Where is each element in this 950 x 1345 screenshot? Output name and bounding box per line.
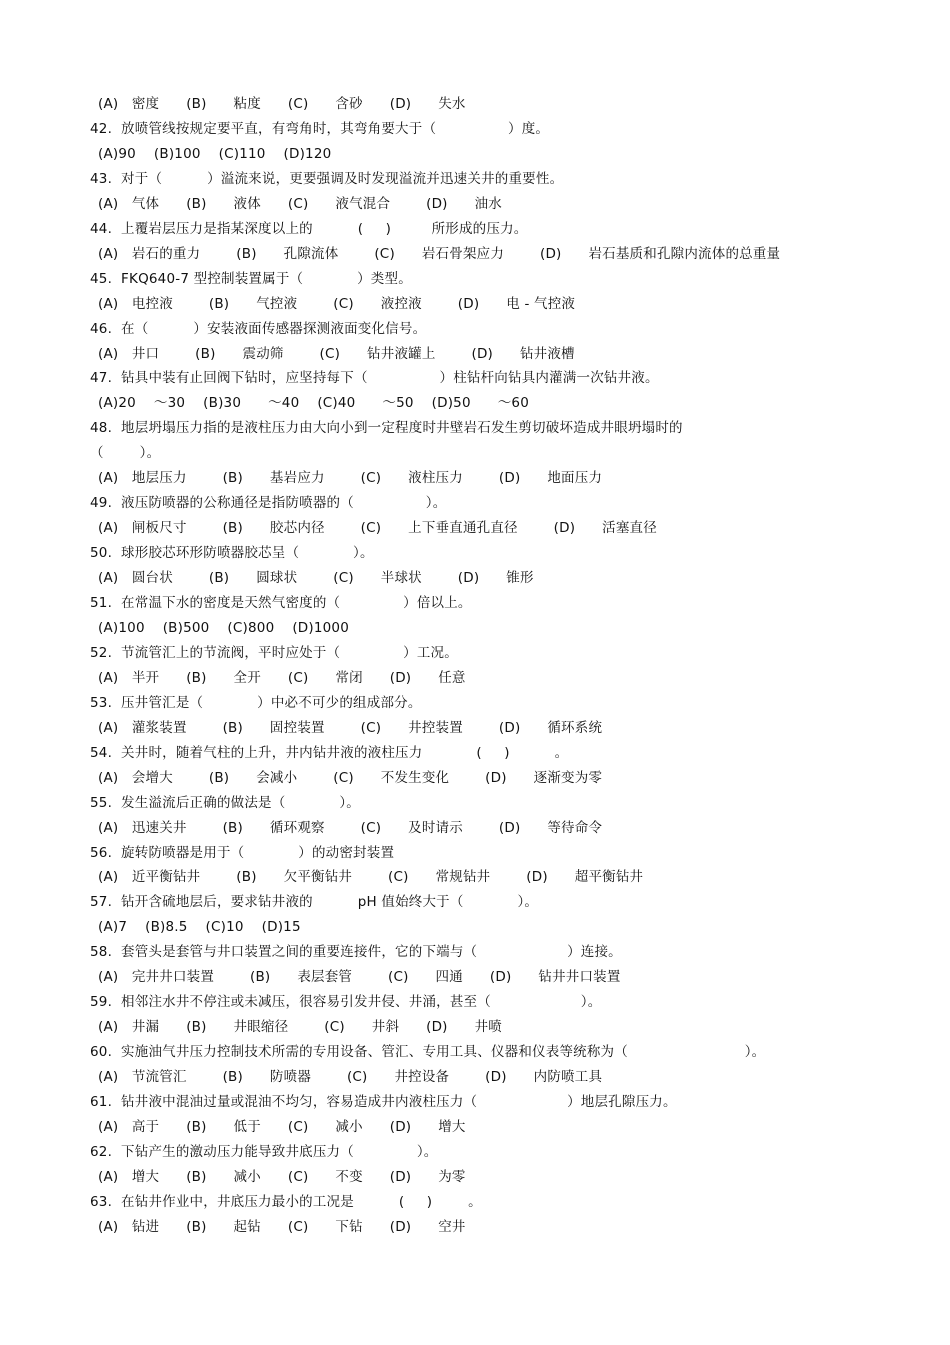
question-text: 54. 关井时，随着气柱的上升，井内钻井液的液柱压力 ( ) 。 — [90, 744, 569, 761]
answer-options: (A) 会增大 (B) 会减小 (C) 不发生变化 (D) 逐渐变为零 — [98, 769, 603, 786]
question-text: 44. 上覆岩层压力是指某深度以上的 ( ) 所形成的压力。 — [90, 220, 528, 237]
question-text: 62. 下钻产生的激动压力能导致井底压力（ ）。 — [90, 1143, 438, 1160]
answer-options: (A) 灌浆装置 (B) 固控装置 (C) 井控装置 (D) 循环系统 — [98, 719, 603, 736]
question-text: 43. 对于（ ）溢流来说，更要强调及时发现溢流并迅速关井的重要性。 — [90, 170, 564, 187]
question-text: 46. 在（ ）安装液面传感器探测液面变化信号。 — [90, 320, 427, 337]
question-text: 60. 实施油气井压力控制技术所需的专用设备、管汇、专用工具、仪器和仪表等统称为（ ）。 — [90, 1044, 766, 1061]
answer-options: (A)100 (B)500 (C)800 (D)1000 — [98, 619, 350, 636]
question-text: 52. 节流管汇上的节流阀，平时应处于（ ）工况。 — [90, 644, 458, 661]
question-text: 51. 在常温下水的密度是天然气密度的（ ）倍以上。 — [90, 595, 472, 611]
question-text: 49. 液压防喷器的公称通径是指防喷器的（ ）。 — [90, 495, 447, 512]
answer-options: (A) 半开 (B) 全开 (C) 常闭 (D) 任意 — [98, 669, 466, 686]
question-text: 48. 地层坍塌压力指的是液柱压力由大向小到一定程度时井壁岩石发生剪切破坏造成井眼坍塌时的 — [90, 420, 683, 437]
question-text: 57. 钻开含硫地层后，要求钻井液的 pH 值始终大于（ ）。 — [90, 894, 539, 911]
answer-options: (A) 近平衡钻井 (B) 欠平衡钻井 (C) 常规钻井 (D) 超平衡钻井 — [98, 869, 644, 886]
question-text: 47. 钻具中装有止回阀下钻时，应坚持每下（ ）柱钻杆向钻具内灌满一次钻井液。 — [90, 370, 659, 387]
question-text: 63. 在钻井作业中，井底压力最小的工况是 ( ) 。 — [90, 1193, 482, 1210]
question-text: 59. 相邻注水井不停注或未减压，很容易引发井侵、井涌，甚至（ ）。 — [90, 994, 602, 1011]
answer-options: (A) 地层压力 (B) 基岩应力 (C) 液柱压力 (D) 地面压力 — [98, 470, 603, 487]
question-text: 56. 旋转防喷器是用于（ ）的动密封装置 — [90, 844, 395, 861]
question-text: （ ）。 — [90, 445, 161, 462]
question-text: 61. 钻井液中混油过量或混油不均匀，容易造成井内液柱压力（ ）地层孔隙压力。 — [90, 1094, 677, 1110]
answer-options: (A) 增大 (B) 减小 (C) 不变 (D) 为零 — [98, 1168, 466, 1185]
answer-options: (A) 岩石的重力 (B) 孔隙流体 (C) 岩石骨架应力 (D) 岩石基质和孔隙内流体的总重量 — [98, 245, 781, 262]
question-text: 50. 球形胶芯环形防喷器胶芯呈（ ）。 — [90, 545, 374, 562]
question-text: 42. 放喷管线按规定要平直，有弯角时，其弯角要大于（ ）度。 — [90, 121, 550, 137]
answer-options: (A) 井口 (B) 震动筛 (C) 钻井液罐上 (D) 钻井液槽 — [98, 345, 575, 362]
answer-options: (A) 节流管汇 (B) 防喷器 (C) 井控设备 (D) 内防喷工具 — [98, 1069, 603, 1085]
answer-options: (A) 钻进 (B) 起钻 (C) 下钻 (D) 空井 — [98, 1218, 466, 1235]
answer-options: (A) 高于 (B) 低于 (C) 减小 (D) 增大 — [98, 1118, 466, 1135]
answer-options: (A) 闸板尺寸 (B) 胶芯内径 (C) 上下垂直通孔直径 (D) 活塞直径 — [98, 520, 657, 537]
answer-options: (A) 完井井口装置 (B) 表层套管 (C) 四通 (D) 钻井井口装置 — [98, 969, 621, 986]
answer-options: (A)7 (B)8.5 (C)10 (D)15 — [98, 919, 301, 936]
answer-options: (A)90 (B)100 (C)110 (D)120 — [98, 145, 332, 162]
answer-options: (A) 气体 (B) 液体 (C) 液气混合 (D) 油水 — [98, 195, 502, 212]
question-text: 58. 套管头是套管与井口装置之间的重要连接件，它的下端与（ ）连接。 — [90, 944, 622, 961]
answer-options: (A) 迅速关井 (B) 循环观察 (C) 及时请示 (D) 等待命令 — [98, 819, 603, 836]
question-text: 45. FKQ640-7 型控制装置属于（ ）类型。 — [90, 270, 412, 287]
answer-options: (A) 电控液 (B) 气控液 (C) 液控液 (D) 电 - 气控液 — [98, 295, 576, 312]
answer-options: (A) 密度 (B) 粘度 (C) 含砂 (D) 失水 — [98, 96, 466, 112]
answer-options: (A)20 ～30 (B)30 ～40 (C)40 ～50 (D)50 ～60 — [98, 395, 529, 412]
answer-options: (A) 圆台状 (B) 圆球状 (C) 半球状 (D) 锥形 — [98, 570, 534, 586]
answer-options: (A) 井漏 (B) 井眼缩径 (C) 井斜 (D) 井喷 — [98, 1019, 502, 1036]
question-text: 55. 发生溢流后正确的做法是（ ）。 — [90, 794, 360, 811]
question-text: 53. 压井管汇是（ ）中必不可少的组成部分。 — [90, 694, 422, 711]
